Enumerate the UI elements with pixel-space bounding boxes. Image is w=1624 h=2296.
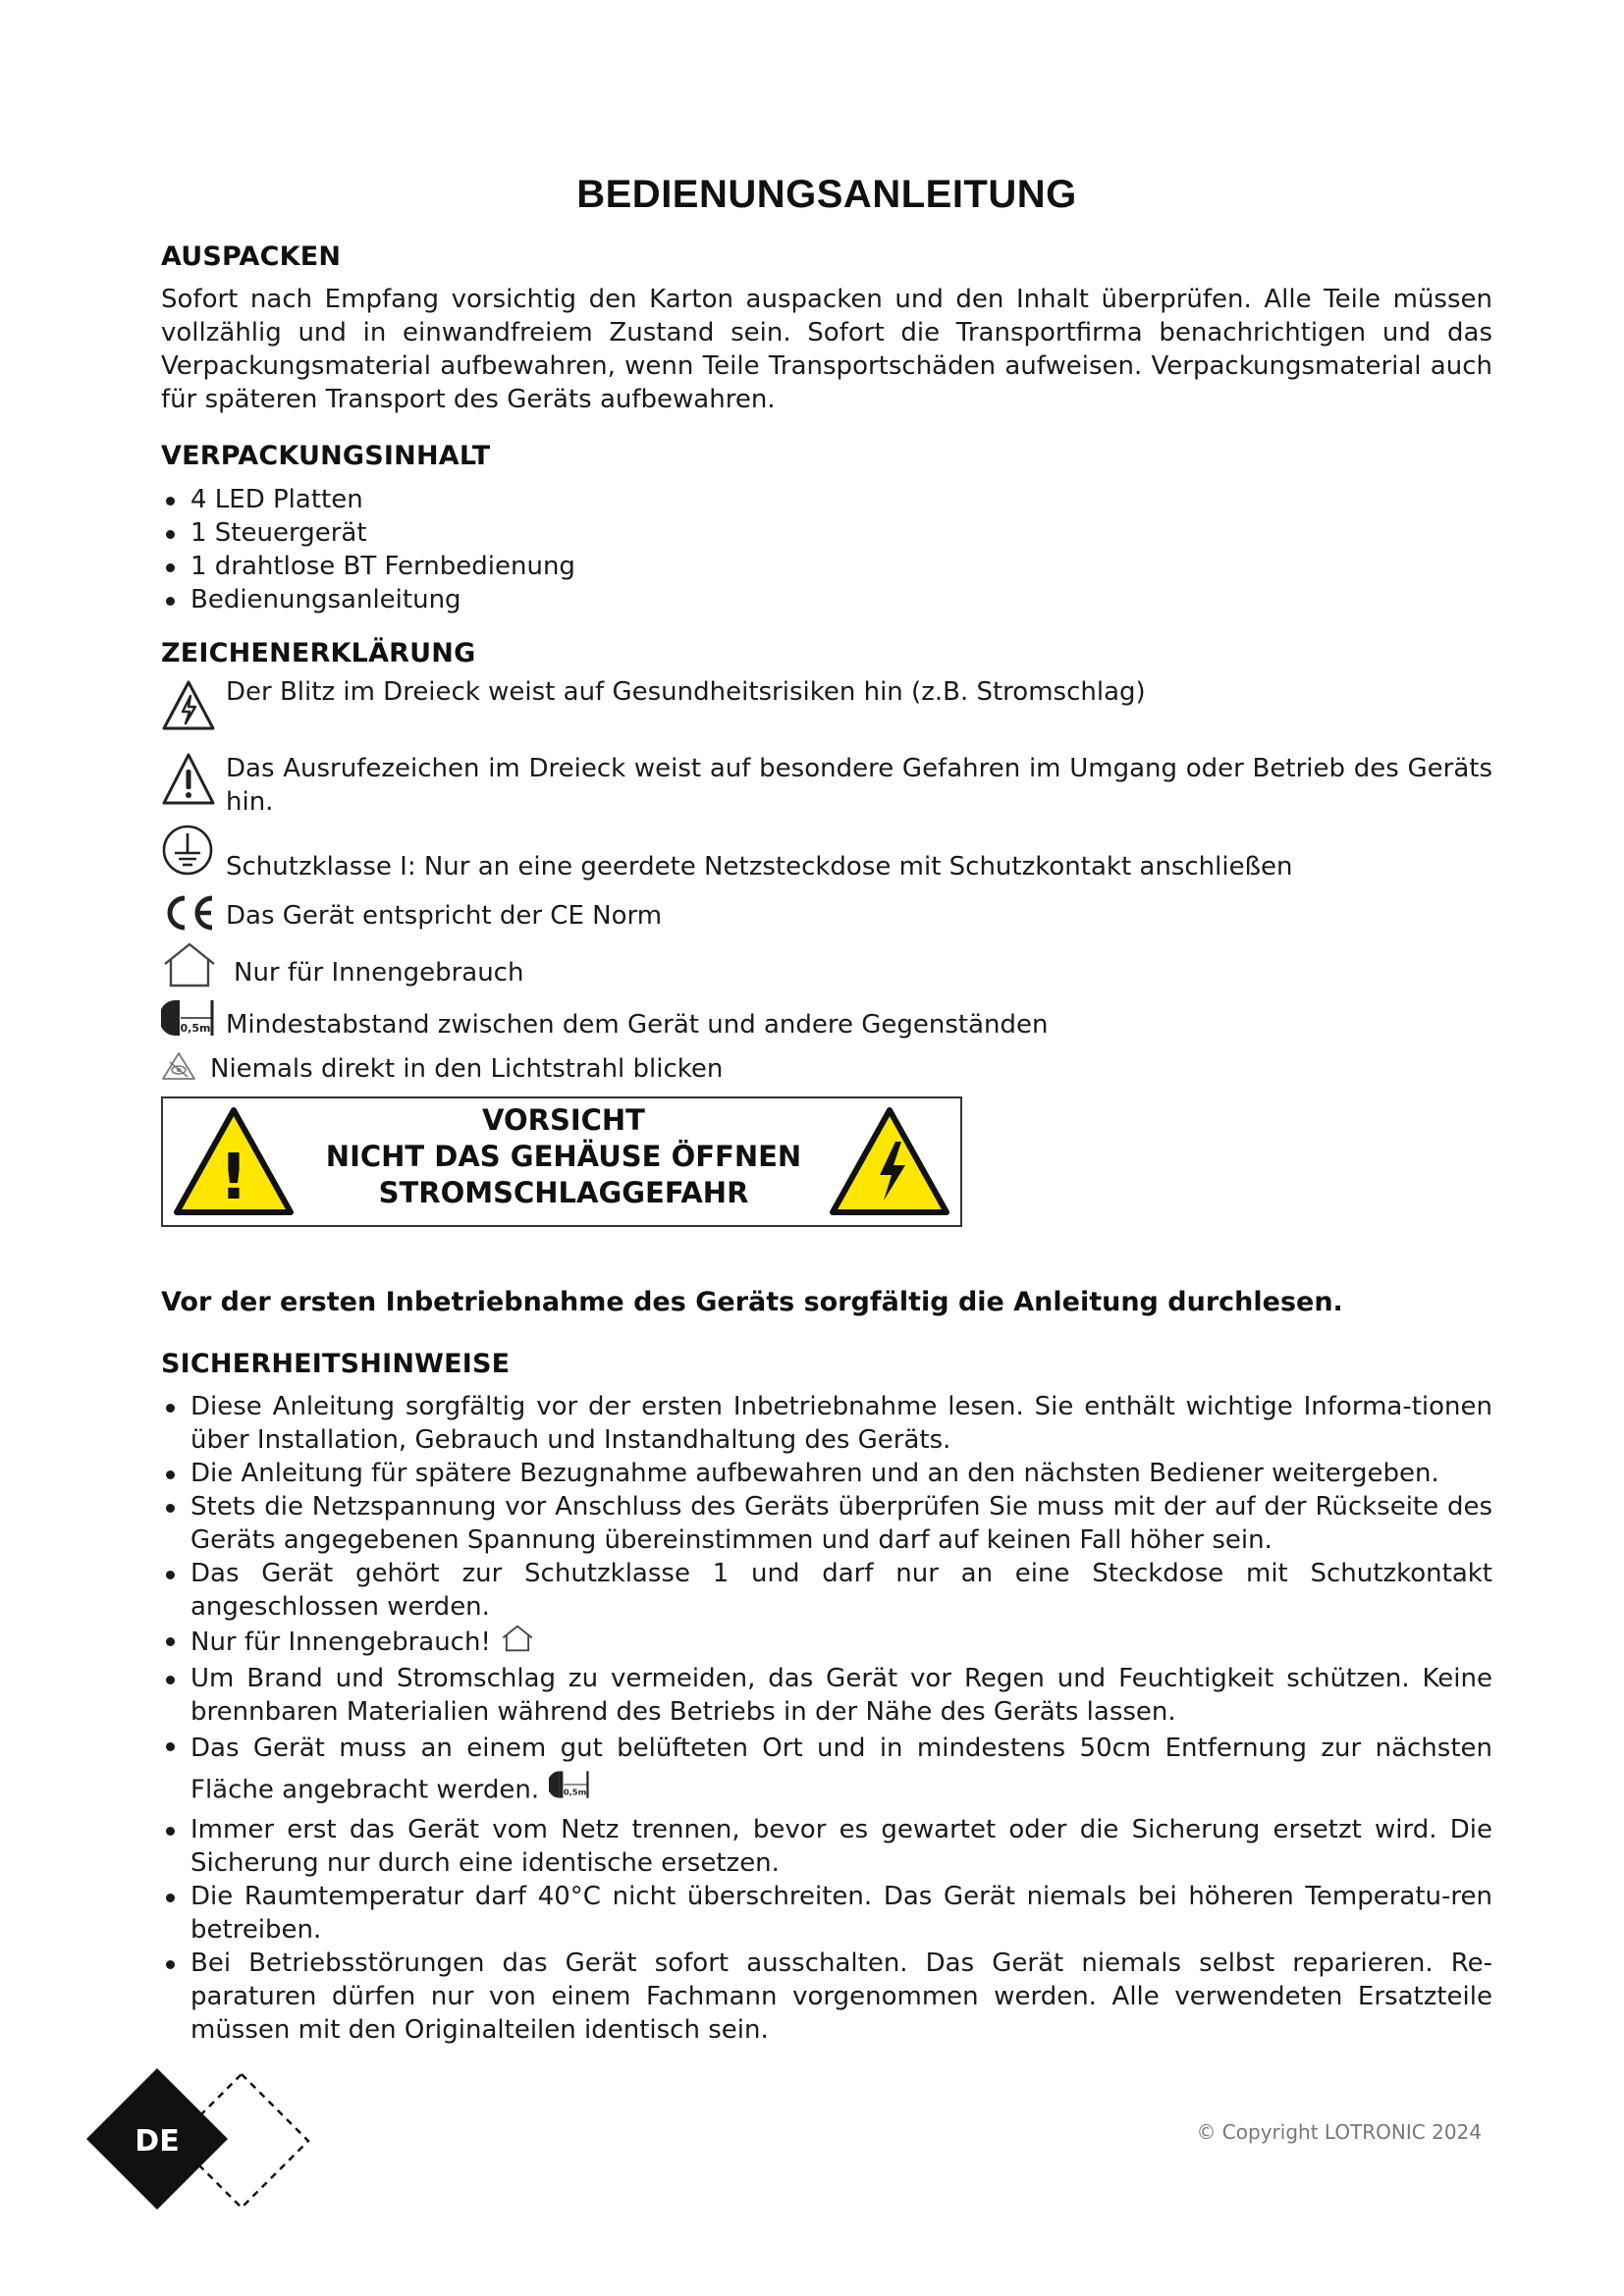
copyright: © Copyright LOTRONIC 2024 [1196, 2120, 1482, 2144]
safety-list [161, 1390, 1492, 2047]
list-item [161, 1729, 1492, 1813]
language-label: DE [135, 2124, 180, 2159]
min-distance-icon [161, 996, 218, 1048]
ce-mark-icon [161, 893, 218, 941]
unpack-paragraph: Sofort nach Empfang vorsichtig den Karton auspacken und den Inhalt überprüfen. Alle Teile müssen vollzählig und in einwandfreiem Zustand sein. Sofort die Transportfirma benachrichtigen und das Verpackungsmaterial aufbewahren, wenn Teile Transportschäden aufweisen. Verpackungsmaterial auch für späteren Transport des Geräts aufbewahren. [161, 285, 1492, 414]
language-badge [84, 2066, 369, 2214]
safety-heading: SICHERHEITSHINWEISE [161, 1349, 511, 1379]
symbol-text: Das Ausrufezeichen im Dreieck weist auf besondere Gefahren im Umgang oder Betrieb des Geräts hin. [226, 754, 1492, 817]
warning-line-3: STROMSCHLAGGEFAHR [378, 1176, 749, 1209]
list-item: Die Anleitung für spätere Bezugnahme aufbewahren und an den nächsten Bediener weitergeben. [161, 1457, 1492, 1490]
symbol-text: Der Blitz im Dreieck weist auf Gesundheitsrisiken hin (z.B. Stromschlag) [226, 677, 1146, 707]
list-item: Um Brand und Stromschlag zu vermeiden, das Gerät vor Regen und Feuchtigkeit schützen. Keine brennbaren Materialien während des Betriebs in der Nähe des Geräts lassen. [161, 1662, 1492, 1729]
ground-protection-icon [161, 824, 214, 885]
list-item-text: Nur für Innengebrauch! [190, 1628, 491, 1657]
house-icon [501, 1624, 534, 1662]
list-item: Bei Betriebsstörungen das Gerät sofort ausschalten. Das Gerät niemals selbst reparieren. Re-paraturen dürfen nur von einem Fachmann vorgenommen werden. Alle verwendeten Ersatzteile müssen mit den Originalteilen identisch sein. [161, 1947, 1492, 2047]
list-item: 4 LED Platten [161, 483, 1492, 516]
distance-label: 0,5m [180, 1022, 211, 1035]
page-title: BEDIENUNGSANLEITUNG [576, 173, 1077, 216]
unpack-heading: AUSPACKEN [161, 241, 342, 272]
list-item: 1 Steuergerät [161, 516, 1492, 550]
contents-list [161, 483, 1492, 616]
list-item: Bedienungsanleitung [161, 583, 1492, 616]
lightning-triangle-icon [161, 679, 216, 741]
read-first-notice: Vor der ersten Inbetriebnahme des Geräts sorgfältig die Anleitung durchlesen. [161, 1287, 1343, 1317]
min-distance-icon [549, 1768, 592, 1813]
symbol-text: Schutzklasse I: Nur an eine geerdete Netzsteckdose mit Schutzkontakt anschließen [226, 852, 1293, 881]
warning-line-1: VORSICHT [482, 1103, 645, 1137]
symbol-text: Das Gerät entspricht der CE Norm [226, 901, 663, 931]
list-item-text: Das Gerät muss an einem gut belüfteten Ort und in mindestens 50cm Entfernung zur nächsten Fläche angebracht werden. [190, 1734, 1492, 1805]
symbol-text: Niemals direkt in den Lichtstrahl blicken [210, 1054, 724, 1084]
no-beam-icon [161, 1050, 196, 1091]
distance-label: 0,5m [563, 1787, 587, 1797]
symbol-text: Nur für Innengebrauch [234, 958, 524, 988]
list-item: Das Gerät gehört zur Schutzklasse 1 und darf nur an eine Steckdose mit Schutzkontakt angeschlossen werden. [161, 1557, 1492, 1624]
list-item: Die Raumtemperatur darf 40°C nicht überschreiten. Das Gerät niemals bei höheren Temperatu-ren betreiben. [161, 1880, 1492, 1947]
list-item: Stets die Netzspannung vor Anschluss des Geräts überprüfen Sie muss mit der auf der Rückseite des Geräts angegebenen Spannung übereinstimmen und darf auf keinen Fall höher sein. [161, 1490, 1492, 1557]
symbols-heading: ZEICHENERKLÄRUNG [161, 638, 476, 668]
warning-line-2: NICHT DAS GEHÄUSE ÖFFNEN [325, 1140, 802, 1173]
list-item [161, 1624, 1492, 1662]
warning-text [291, 1102, 837, 1211]
contents-heading: VERPACKUNGSINHALT [161, 441, 491, 471]
warning-box [161, 1096, 962, 1227]
exclamation-warning-icon [171, 1104, 297, 1218]
exclamation-mark: ! [219, 1142, 248, 1214]
list-item: Immer erst das Gerät vom Netz trennen, bevor es gewartet oder die Sicherung ersetzt wird. Die Sicherung nur durch eine identische ersetzen. [161, 1813, 1492, 1880]
exclamation-triangle-icon [161, 752, 216, 816]
list-item: 1 drahtlose BT Fernbedienung [161, 550, 1492, 583]
list-item: Diese Anleitung sorgfältig vor der ersten Inbetriebnahme lesen. Sie enthält wichtige Informa-tionen über Installation, Gebrauch und Instandhaltung des Geräts. [161, 1390, 1492, 1457]
lightning-warning-icon [827, 1104, 952, 1218]
symbol-text: Mindestabstand zwischen dem Gerät und andere Gegenständen [226, 1010, 1049, 1040]
house-icon [161, 940, 218, 998]
